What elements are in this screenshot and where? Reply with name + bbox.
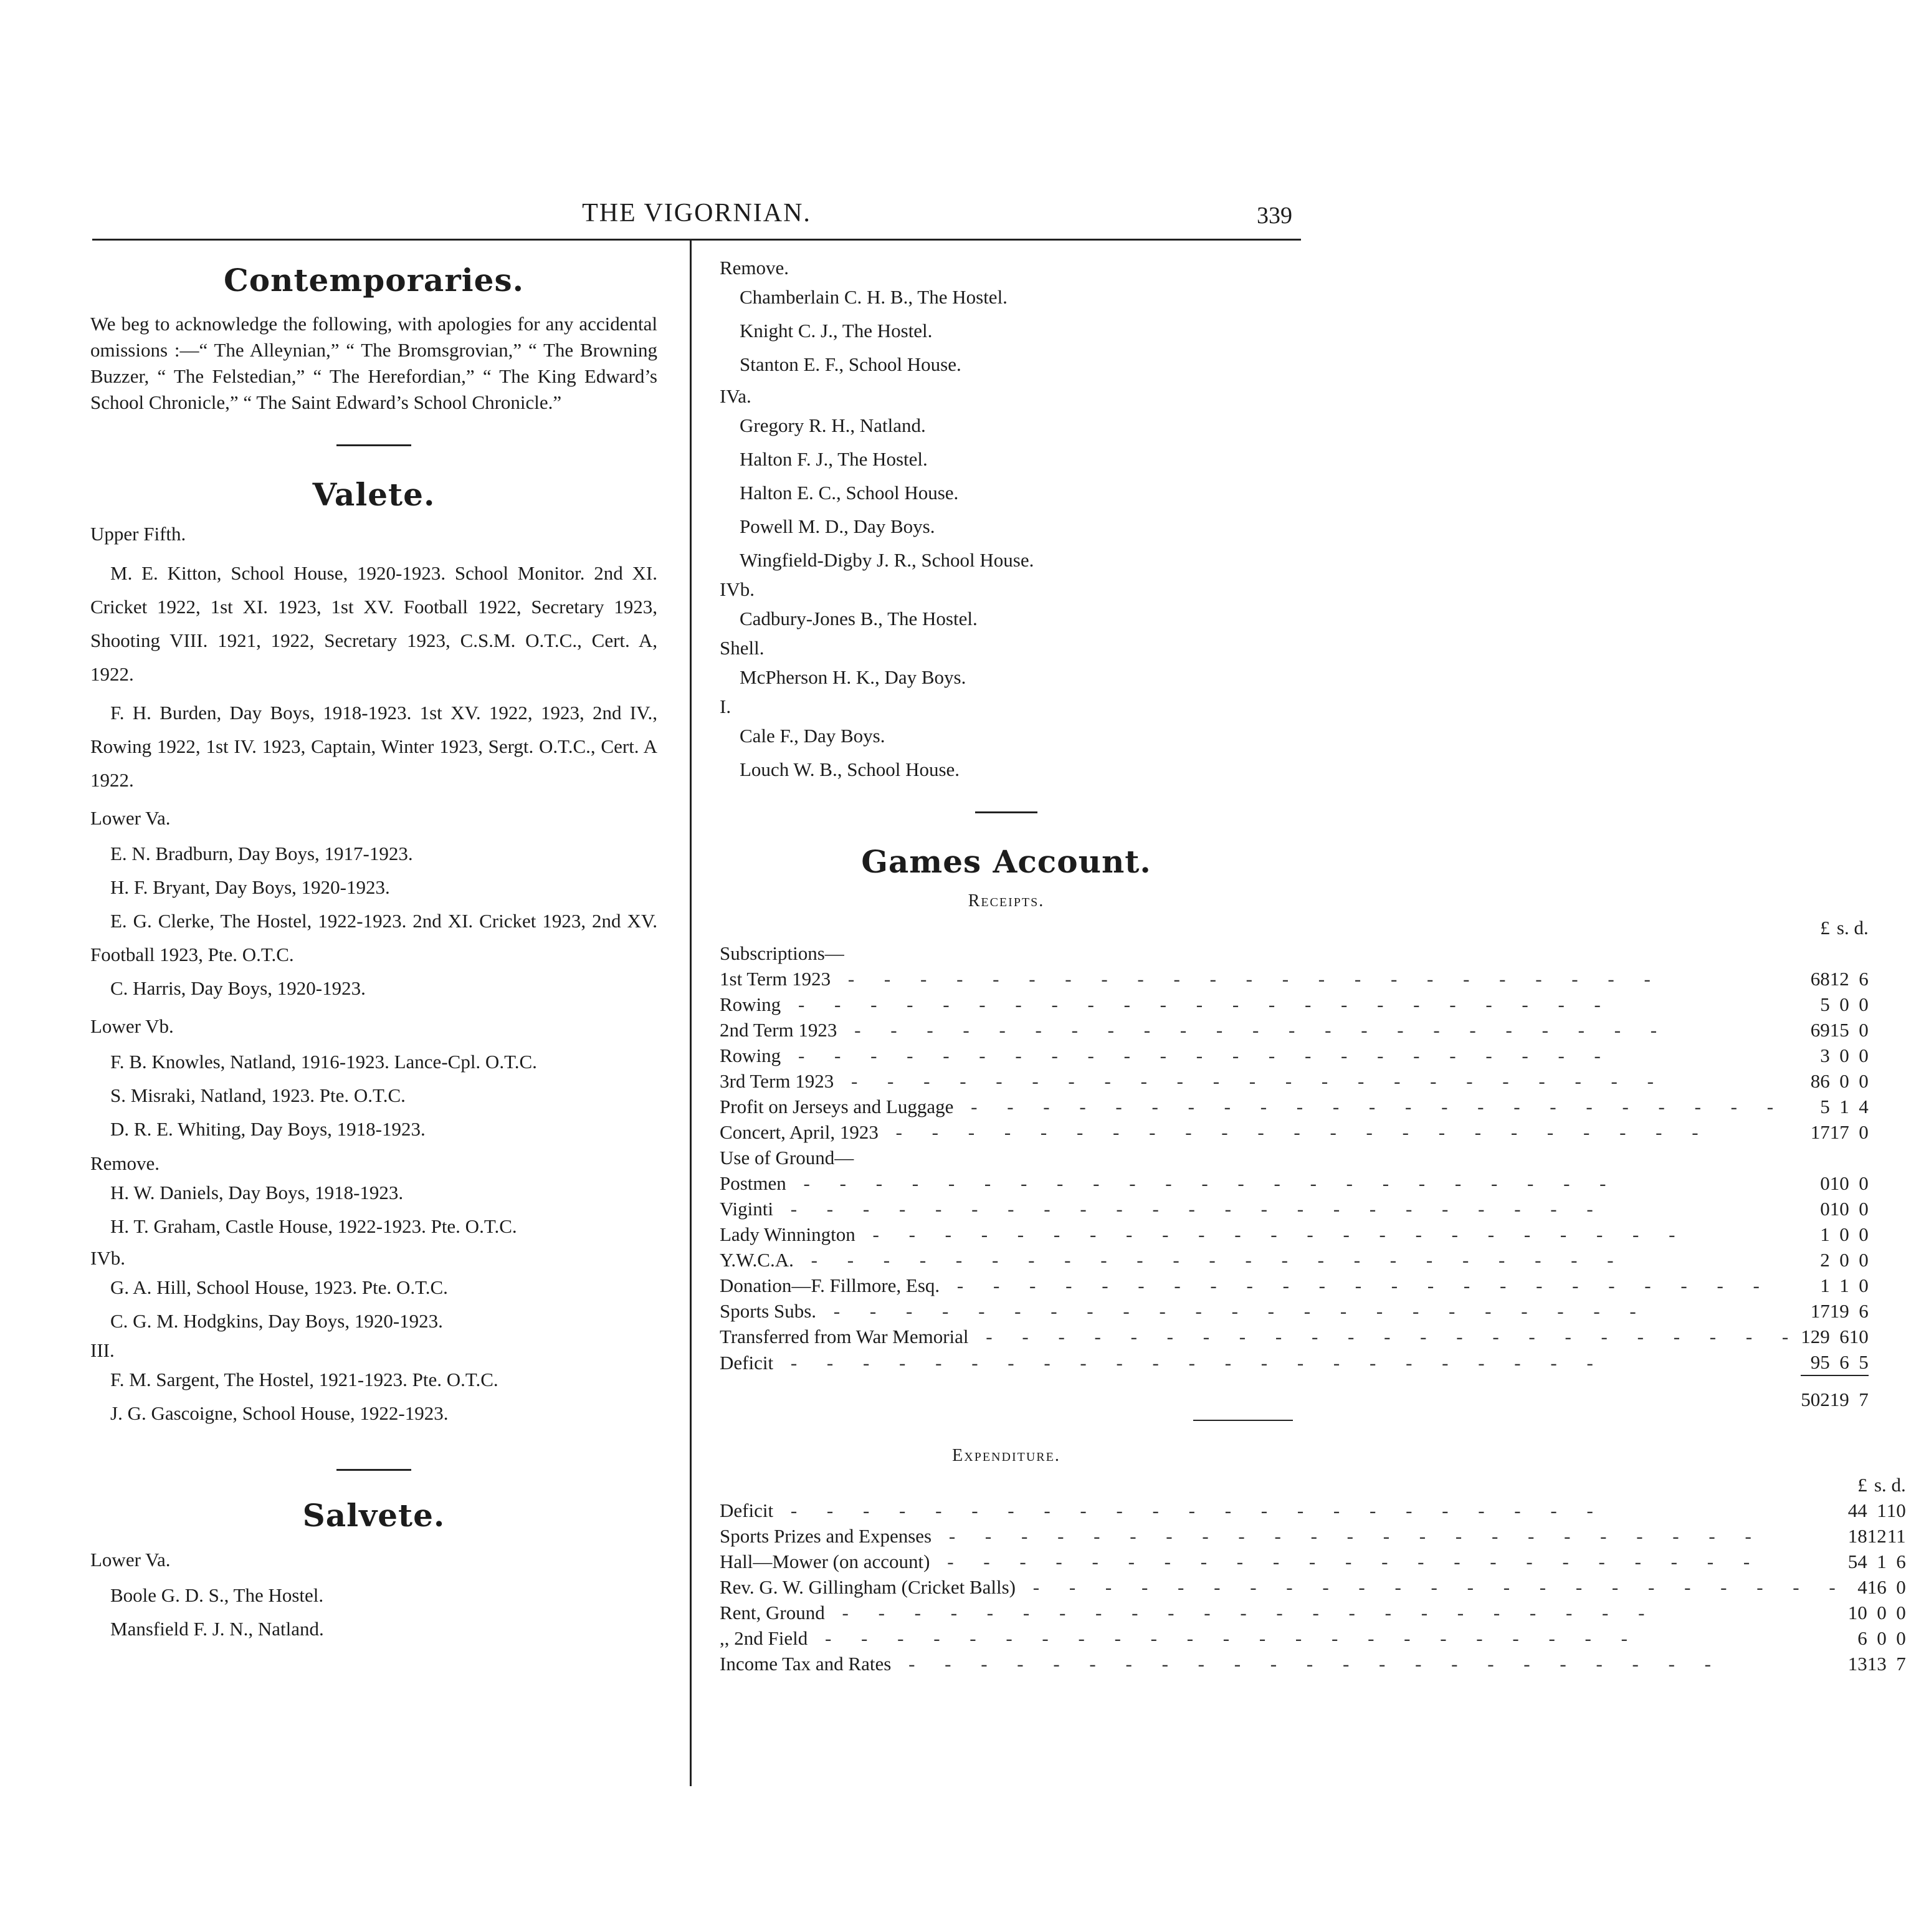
account-row-label: [720, 1651, 1848, 1676]
account-item-text: Rowing: [720, 1045, 781, 1066]
expenditure-table: [720, 1472, 1906, 1676]
amount-shillings: 12: [1829, 968, 1849, 990]
amount-pence: 0: [1859, 1198, 1869, 1220]
list-item: E. G. Clerke, The Hostel, 1922-1923. 2nd XI. Cricket 1923, 2nd XV. Football 1923, Pte. O.T.C.: [90, 910, 657, 965]
receipts-table: [720, 915, 1869, 1416]
amount-pounds: 68: [1810, 968, 1830, 990]
amount-shillings: [1830, 940, 1849, 966]
list-item: F. M. Sargent, The Hostel, 1921-1923. Pte. O.T.C.: [110, 1369, 498, 1390]
list-item: Halton F. J., The Hostel.: [740, 448, 928, 470]
leader-dashes: - - - - - - - - - - - - - - - - - - - - - - -: [968, 1326, 1801, 1347]
currency-header-row: [720, 915, 1869, 940]
valete-lower-va-list: [90, 837, 657, 1005]
account-row-label: [720, 1068, 1801, 1094]
amount-shillings: 13: [1867, 1653, 1887, 1675]
account-item-text: Deficit: [720, 1499, 774, 1521]
account-row-label: [720, 1600, 1848, 1625]
account-row-label: [720, 1273, 1801, 1298]
account-row-label: [720, 1298, 1801, 1324]
list-item: Halton E. C., School House.: [740, 482, 959, 504]
salvete-shell-list: [720, 661, 1293, 694]
total-pence: 7: [1849, 1375, 1869, 1416]
valete-ivb-list: [90, 1271, 657, 1338]
amount-pounds: [1801, 1145, 1830, 1170]
amount-pounds: 4: [1857, 1576, 1867, 1598]
amount-pence: 6: [1896, 1551, 1906, 1572]
leader-dashes: - - - - - - - - - - - - - - - - - - - - - - -: [824, 1602, 1657, 1624]
amount-pence: 4: [1859, 1096, 1869, 1117]
account-item-text: Profit on Jerseys and Luggage: [720, 1096, 954, 1117]
amount-pounds: 1: [1820, 1223, 1830, 1245]
account-item-text: 3rd Term 1923: [720, 1070, 834, 1092]
account-item-text: Viginti: [720, 1198, 773, 1220]
leader-dashes: - - - - - - - - - - - - - - - - - - - - - - -: [773, 1198, 1606, 1220]
total-shillings: 19: [1830, 1375, 1849, 1416]
list-item: Gregory R. H., Natland.: [740, 414, 926, 436]
amount-pounds: 17: [1810, 1121, 1830, 1143]
account-item-text: Rowing: [720, 993, 781, 1015]
pounds-header: £: [1857, 1474, 1867, 1496]
account-row: [720, 1196, 1869, 1222]
amount-pence: 0: [1859, 1045, 1869, 1066]
list-item: S. Misraki, Natland, 1923. Pte. O.T.C.: [110, 1084, 406, 1106]
contemporaries-heading: Contemporaries.: [223, 262, 525, 299]
account-item-text: Postmen: [720, 1172, 786, 1194]
form-label: IVa.: [720, 385, 751, 407]
leader-dashes: - - - - - - - - - - - - - - - - - - - - - - -: [1016, 1576, 1848, 1598]
amount-pounds: 95: [1810, 1351, 1830, 1373]
account-row: [720, 1094, 1869, 1119]
form-label: IVb.: [90, 1247, 125, 1269]
leader-dashes: - - - - - - - - - - - - - - - - - - - - - - -: [940, 1274, 1772, 1296]
account-row: [720, 1043, 1869, 1068]
form-label: Lower Va.: [90, 807, 171, 829]
amount-pounds: 3: [1820, 1045, 1830, 1066]
form-label: Lower Vb.: [90, 1015, 174, 1037]
account-item-text: Subscriptions—: [720, 942, 844, 964]
amount-pounds: 69: [1810, 1019, 1830, 1041]
amount-pence: 5: [1859, 1351, 1869, 1373]
valete-entry-burden: F. H. Burden, Day Boys, 1918-1923. 1st XV. 1922, 1923, 2nd IV., Rowing 1922, 1st IV. 1923, Captain, Winter 1923, Sergt. O.T.C., Cert. A 1922.: [90, 702, 657, 791]
account-row-label: [720, 992, 1801, 1017]
running-header: [92, 198, 1301, 242]
currency-header-row: [720, 1472, 1906, 1498]
account-item-text: Sports Subs.: [720, 1300, 817, 1322]
account-row: [720, 992, 1869, 1017]
list-item: E. N. Bradburn, Day Boys, 1917-1923.: [110, 843, 413, 864]
amount-shillings: 0: [1839, 1249, 1849, 1271]
amount-pounds: 44: [1847, 1499, 1867, 1521]
leader-dashes: - - - - - - - - - - - - - - - - - - - - - - -: [816, 1300, 1649, 1322]
account-row-label: [720, 1094, 1801, 1119]
salvete-remove-list: [720, 280, 1293, 381]
amount-pounds: 1: [1820, 1274, 1830, 1296]
account-item-text: Donation—F. Fillmore, Esq.: [720, 1274, 940, 1296]
leader-dashes: - - - - - - - - - - - - - - - - - - - - - - -: [831, 968, 1663, 990]
leader-dashes: - - - - - - - - - - - - - - - - - - - - - - -: [781, 993, 1613, 1015]
pence-header: d.: [1891, 1474, 1906, 1496]
form-label: III.: [90, 1339, 115, 1361]
account-row: [720, 1549, 1906, 1574]
account-item-text: ,, 2nd Field: [720, 1627, 808, 1649]
shillings-header: s.: [1874, 1474, 1887, 1496]
account-row: [720, 1273, 1869, 1298]
leader-dashes: - - - - - - - - - - - - - - - - - - - - - - -: [786, 1172, 1619, 1194]
list-item: G. A. Hill, School House, 1923. Pte. O.T.C.: [110, 1276, 448, 1298]
account-row: [720, 1170, 1869, 1196]
list-item: H. W. Daniels, Day Boys, 1918-1923.: [110, 1182, 404, 1203]
amount-pence: 0: [1859, 1274, 1869, 1296]
amount-pounds: [1801, 940, 1830, 966]
list-item: H. F. Bryant, Day Boys, 1920-1923.: [110, 876, 390, 898]
amount-shillings: 19: [1829, 1300, 1849, 1322]
leader-dashes: - - - - - - - - - - - - - - - - - - - - - - -: [793, 1249, 1626, 1271]
leader-dashes: - - - - - - - - - - - - - - - - - - - - - - -: [878, 1121, 1711, 1143]
amount-shillings: 0: [1839, 1045, 1849, 1066]
valete-iii-list: [90, 1363, 657, 1430]
form-label: Upper Fifth.: [90, 523, 186, 545]
list-item: Louch W. B., School House.: [740, 758, 960, 780]
leader-dashes: - - - - - - - - - - - - - - - - - - - - - - -: [837, 1019, 1670, 1041]
account-row-label: [720, 1119, 1801, 1145]
amount-pounds: 6: [1857, 1627, 1867, 1649]
page-number: 339: [1257, 203, 1292, 229]
salvete-ivb-list: [720, 602, 1293, 636]
amount-shillings: 10: [1829, 1172, 1849, 1194]
list-item: Powell M. D., Day Boys.: [740, 515, 935, 537]
list-item: Cale F., Day Boys.: [740, 725, 885, 747]
amount-pence: 10: [1886, 1499, 1906, 1521]
amount-pence: 0: [1859, 1019, 1869, 1041]
amount-pence: 0: [1896, 1576, 1906, 1598]
amount-pence: 0: [1859, 1121, 1869, 1143]
amount-shillings: 1: [1877, 1551, 1887, 1572]
list-item: Wingfield-Digby J. R., School House.: [740, 549, 1034, 571]
account-row: [720, 1625, 1906, 1651]
list-item: F. B. Knowles, Natland, 1916-1923. Lance-Cpl. O.T.C.: [110, 1051, 537, 1073]
shillings-header: s.: [1836, 917, 1849, 939]
list-item: McPherson H. K., Day Boys.: [740, 666, 966, 688]
pounds-header: £: [1820, 917, 1830, 939]
list-item: Chamberlain C. H. B., The Hostel.: [740, 286, 1008, 308]
account-row: [720, 1651, 1906, 1676]
list-item: J. G. Gascoigne, School House, 1922-1923.: [110, 1402, 449, 1424]
leader-dashes: - - - - - - - - - - - - - - - - - - - - - - -: [953, 1096, 1786, 1117]
contemporaries-text: We beg to acknowledge the following, with apologies for any accidental omissions :—“ The Alleynian,” “ The Bromsgrovian,” “ The Browning Buzzer, “ The Felstedian,” “ The Herefordian,” “ The King Edward’s School Chronicle,” “ The Saint Edward’s School Chronicle.”: [90, 313, 657, 413]
account-row: [720, 1068, 1869, 1094]
amount-pence: 0: [1859, 1223, 1869, 1245]
amount-pounds: 5: [1820, 1096, 1830, 1117]
account-row-label: [720, 1324, 1801, 1349]
amount-pounds: 17: [1810, 1300, 1830, 1322]
account-row: [720, 1349, 1869, 1375]
amount-pence: [1849, 940, 1869, 966]
account-item-text: Income Tax and Rates: [720, 1653, 892, 1675]
account-row-label: [720, 1523, 1848, 1549]
list-item: Knight C. J., The Hostel.: [740, 320, 933, 342]
account-row: [720, 1498, 1906, 1523]
form-label: IVb.: [720, 578, 755, 600]
list-item: Cadbury-Jones B., The Hostel.: [740, 608, 978, 629]
section-separator: [975, 811, 1037, 813]
account-item-text: Transferred from War Memorial: [720, 1326, 969, 1347]
account-row: [720, 1119, 1869, 1145]
amount-pence: 0: [1896, 1602, 1906, 1624]
list-item: Boole G. D. S., The Hostel.: [110, 1584, 324, 1606]
amount-pence: 0: [1896, 1627, 1906, 1649]
leader-dashes: - - - - - - - - - - - - - - - - - - - - - - -: [808, 1627, 1640, 1649]
valete-lower-vb-list: [90, 1045, 657, 1146]
amount-shillings: 1: [1839, 1274, 1849, 1296]
form-label: Remove.: [720, 257, 789, 279]
pence-header: d.: [1854, 917, 1869, 939]
list-item: C. Harris, Day Boys, 1920-1923.: [110, 977, 366, 999]
leader-dashes: - - - - - - - - - - - - - - - - - - - - - - -: [834, 1070, 1666, 1092]
amount-pence: 11: [1887, 1525, 1906, 1547]
valete-remove-list: [90, 1176, 657, 1243]
amount-pence: 6: [1859, 968, 1869, 990]
amount-pence: 0: [1859, 1070, 1869, 1092]
account-item-text: Y.W.C.A.: [720, 1249, 794, 1271]
account-row-label: [720, 1574, 1848, 1600]
amount-shillings: 6: [1839, 1351, 1849, 1373]
account-row-label: [720, 1247, 1801, 1273]
account-item-text: Sports Prizes and Expenses: [720, 1525, 932, 1547]
account-row-label: [720, 1043, 1801, 1068]
account-row-label: [720, 1196, 1801, 1222]
amount-shillings: 17: [1829, 1121, 1849, 1143]
amount-pence: [1849, 1145, 1869, 1170]
account-row-label: [720, 940, 1801, 966]
amount-shillings: 1: [1839, 1096, 1849, 1117]
amount-shillings: 0: [1839, 993, 1849, 1015]
account-row: [720, 1600, 1906, 1625]
account-item-text: 1st Term 1923: [720, 968, 831, 990]
leader-dashes: - - - - - - - - - - - - - - - - - - - - - - -: [855, 1223, 1688, 1245]
left-column: [90, 256, 657, 1646]
account-item-text: Rev. G. W. Gillingham (Cricket Balls): [720, 1576, 1016, 1598]
account-row-label: [720, 1498, 1848, 1523]
header-rule: [92, 239, 1301, 241]
leader-dashes: - - - - - - - - - - - - - - - - - - - - - - -: [891, 1653, 1723, 1675]
account-row: [720, 1247, 1869, 1273]
form-label: Shell.: [720, 637, 765, 659]
list-item: Mansfield F. J. N., Natland.: [110, 1618, 324, 1640]
account-row: [720, 966, 1869, 992]
amount-shillings: 0: [1877, 1627, 1887, 1649]
amount-pounds: 13: [1847, 1653, 1867, 1675]
form-label: I.: [720, 696, 731, 717]
account-item-text: Deficit: [720, 1351, 774, 1374]
list-item: C. G. M. Hodgkins, Day Boys, 1920-1923.: [110, 1310, 443, 1332]
account-row: [720, 1523, 1906, 1549]
account-row: [720, 1324, 1869, 1349]
account-row-label: [720, 1145, 1801, 1170]
amount-shillings: 15: [1829, 1019, 1849, 1041]
amount-pounds: 18: [1847, 1525, 1867, 1547]
amount-shillings: 10: [1829, 1198, 1849, 1220]
salvete-lower-va-list: [90, 1579, 657, 1646]
amount-shillings: 0: [1877, 1602, 1887, 1624]
leader-dashes: - - - - - - - - - - - - - - - - - - - - - - -: [773, 1499, 1606, 1521]
account-item-text: 2nd Term 1923: [720, 1019, 837, 1041]
amount-pounds: 86: [1810, 1070, 1830, 1092]
column-divider: [690, 241, 692, 1786]
account-row-label: [720, 1549, 1848, 1574]
receipts-total-row: [720, 1375, 1869, 1416]
leader-dashes: - - - - - - - - - - - - - - - - - - - - - - -: [773, 1351, 1606, 1374]
amount-pence: 10: [1849, 1326, 1869, 1347]
leader-dashes: - - - - - - - - - - - - - - - - - - - - - - -: [932, 1525, 1764, 1547]
amount-pounds: 129: [1801, 1326, 1830, 1347]
amount-pence: 0: [1859, 1249, 1869, 1271]
expenditure-title: Expenditure.: [952, 1446, 1060, 1465]
amount-pounds: 0: [1820, 1172, 1830, 1194]
account-item-text: Lady Winnington: [720, 1223, 855, 1245]
account-item-text: Use of Ground—: [720, 1147, 854, 1169]
leader-dashes: - - - - - - - - - - - - - - - - - - - - - - -: [781, 1045, 1613, 1066]
form-label: Remove.: [90, 1152, 160, 1174]
games-account-heading: Games Account.: [861, 843, 1151, 880]
amount-pounds: 2: [1820, 1249, 1830, 1271]
account-row: [720, 1145, 1869, 1170]
journal-title: THE VIGORNIAN.: [582, 199, 811, 227]
account-row: [720, 940, 1869, 966]
list-item: D. R. E. Whiting, Day Boys, 1918-1923.: [110, 1118, 426, 1140]
account-row: [720, 1222, 1869, 1247]
amount-shillings: 6: [1839, 1326, 1849, 1347]
amount-shillings: [1830, 1145, 1849, 1170]
leader-dashes: - - - - - - - - - - - - - - - - - - - - - - -: [930, 1551, 1763, 1572]
amount-pence: 0: [1859, 1172, 1869, 1194]
account-row-label: [720, 1017, 1801, 1043]
amount-pence: 7: [1896, 1653, 1906, 1675]
salvete-heading: Salvete.: [302, 1497, 446, 1534]
account-row-label: [720, 1625, 1848, 1651]
salvete-i-list: [720, 719, 1293, 787]
account-item-text: Concert, April, 1923: [720, 1121, 879, 1143]
section-separator: [336, 444, 411, 446]
form-label: Lower Va.: [90, 1549, 171, 1571]
amount-shillings: 0: [1839, 1070, 1849, 1092]
account-row: [720, 1574, 1906, 1600]
amount-pence: 0: [1859, 993, 1869, 1015]
list-item: Stanton E. F., School House.: [740, 353, 961, 375]
account-row: [720, 1298, 1869, 1324]
amount-shillings: 16: [1867, 1576, 1887, 1598]
amount-pounds: 10: [1847, 1602, 1867, 1624]
valete-entry-kitton: M. E. Kitton, School House, 1920-1923. School Monitor. 2nd XI. Cricket 1922, 1st XI. 1923, 1st XV. Football 1922, Secretary 1923, Shooting VIII. 1921, 1922, Secretary 1923, C.S.M. O.T.C., Cert. A, 1922.: [90, 562, 657, 685]
amount-shillings: 0: [1839, 1223, 1849, 1245]
account-row-label: [720, 966, 1801, 992]
receipts-title: Receipts.: [968, 891, 1045, 911]
right-column: [720, 256, 1906, 1676]
amount-pounds: 54: [1847, 1551, 1867, 1572]
account-row-label: [720, 1170, 1801, 1196]
total-pounds: 502: [1801, 1375, 1830, 1416]
account-item-text: Rent, Ground: [720, 1602, 825, 1624]
account-row-label: [720, 1349, 1801, 1375]
amount-pence: 6: [1859, 1300, 1869, 1322]
amount-pounds: 0: [1820, 1198, 1830, 1220]
amount-shillings: 12: [1867, 1525, 1887, 1547]
list-item: H. T. Graham, Castle House, 1922-1923. Pte. O.T.C.: [110, 1215, 517, 1237]
account-item-text: Hall—Mower (on account): [720, 1551, 930, 1572]
salvete-iva-list: [720, 409, 1293, 577]
total-underline: [1193, 1420, 1293, 1421]
account-row-label: [720, 1222, 1801, 1247]
section-separator: [336, 1469, 411, 1471]
amount-shillings: 1: [1877, 1499, 1887, 1521]
account-row: [720, 1017, 1869, 1043]
valete-heading: Valete.: [312, 476, 436, 513]
amount-pounds: 5: [1820, 993, 1830, 1015]
